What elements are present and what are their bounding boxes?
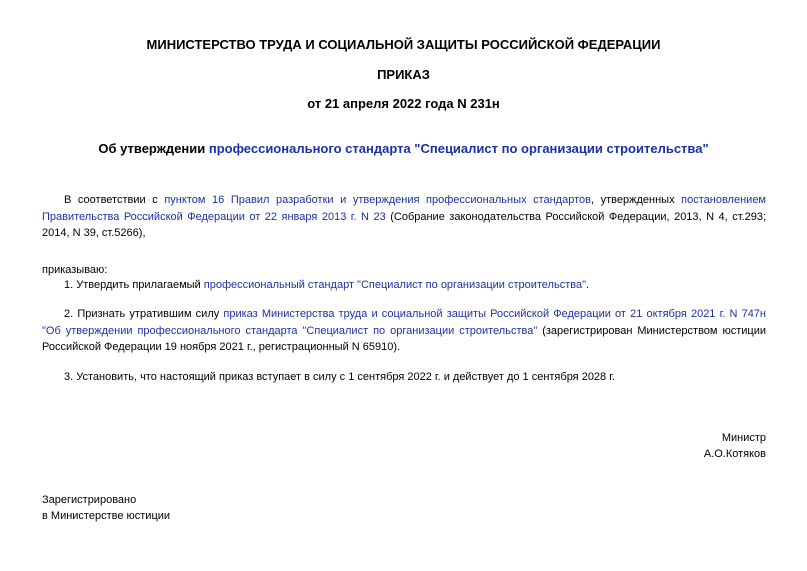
ministry-heading: МИНИСТЕРСТВО ТРУДА И СОЦИАЛЬНОЙ ЗАЩИТЫ РОССИЙСКОЙ ФЕДЕРАЦИИ <box>146 37 661 52</box>
government-decree-link[interactable]: постановлением Правительства Российской Федерации от 22 января 2013 г. N 23 <box>42 194 766 223</box>
title-standard-link[interactable]: профессионального стандарта "Специалист по организации строительства" <box>208 141 709 156</box>
item-3-paragraph: 3. Установить, что настоящий приказ вступает в силу с 1 сентября 2022 г. и действует до 1 сентября 2028 г. <box>64 371 615 383</box>
signature-position: Министр <box>721 432 766 444</box>
item-2-paragraph <box>42 306 766 356</box>
order-word: приказываю: <box>42 264 108 276</box>
item-1-text: 1. Утвердить прилагаемый <box>64 279 204 291</box>
rules-link[interactable]: пунктом 16 Правил разработки и утверждения профессиональных стандартов <box>164 194 591 206</box>
document-type: ПРИКАЗ <box>377 67 430 82</box>
document-date-number: от 21 апреля 2022 года N 231н <box>307 96 500 111</box>
signature-name: А.О.Котяков <box>703 448 766 460</box>
item-2-registration: (зарегистрирован Министерством юстиции Российской Федерации 19 ноября 2021 г., регистрационный N 65910). <box>42 324 766 353</box>
registration-line-1: Зарегистрировано <box>42 494 137 506</box>
preamble-text-3: (Собрание законодательства Российской Федерации, 2013, N 4, ст.293; 2014, N 39, ст.5266), <box>42 210 766 239</box>
item-1-end: . <box>585 279 590 291</box>
item-1-paragraph <box>42 277 766 294</box>
professional-standard-link[interactable]: профессиональный стандарт "Специалист по организации строительства" <box>203 279 586 291</box>
previous-order-link[interactable]: приказ Министерства труда и социальной защиты Российской Федерации от 21 октября 2021 г. N 747н "Об утверждении профессионального стандарта "Специалист по организации строительства" <box>42 308 767 337</box>
document-title <box>0 141 807 156</box>
registration-line-2: в Министерстве юстиции <box>42 510 171 522</box>
title-prefix: Об утверждении <box>98 141 209 156</box>
preamble-paragraph <box>42 192 766 242</box>
item-2-text: 2. Признать утратившим силу <box>64 308 224 320</box>
preamble-text-1: В соответствии с <box>64 194 165 206</box>
preamble-text-2: , утвержденных <box>590 194 682 206</box>
